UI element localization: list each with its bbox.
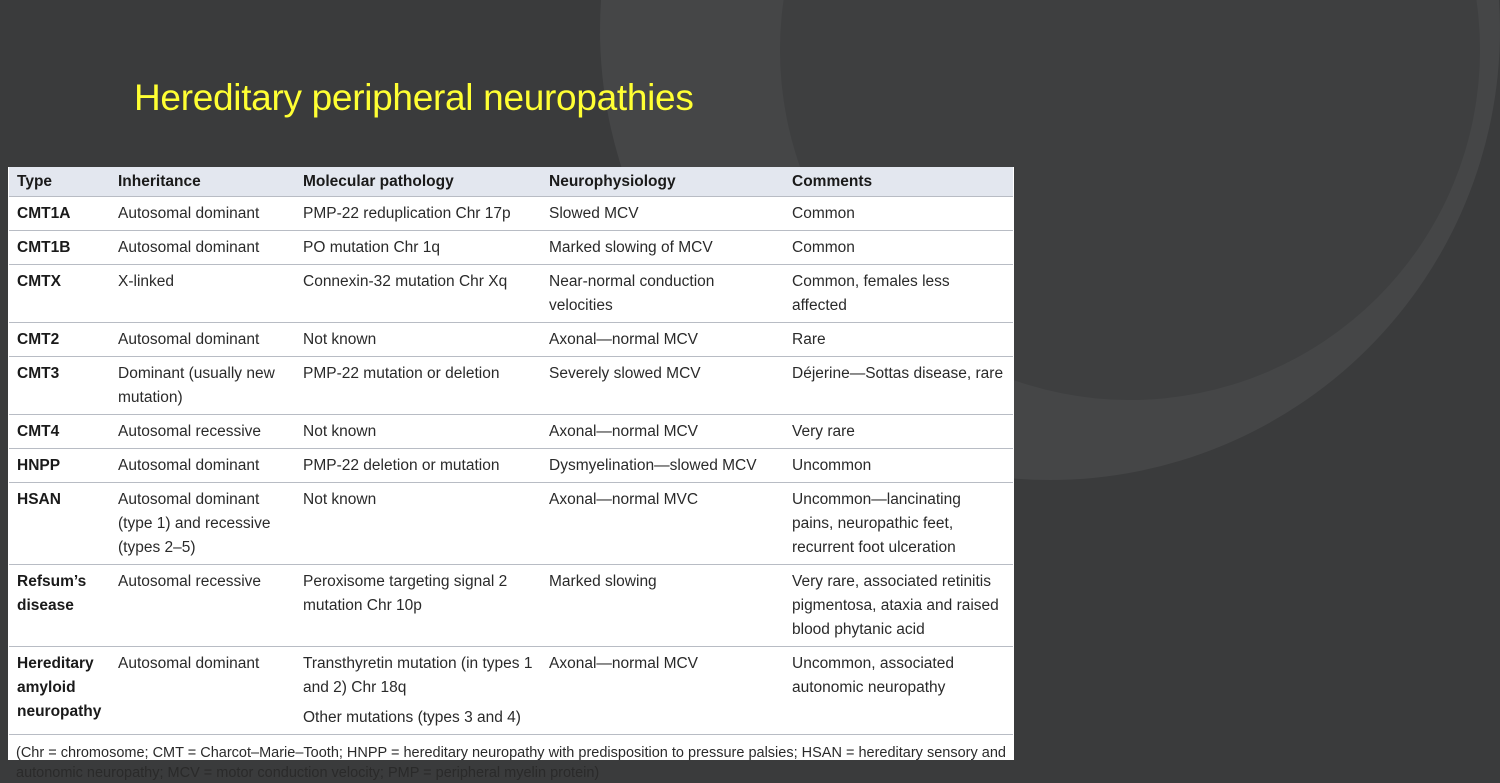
cell-neurophysiology: Axonal—normal MCV <box>541 323 784 357</box>
cell-molecular-pathology-extra: Other mutations (types 3 and 4) <box>303 709 521 726</box>
cell-comments: Common, females less affected <box>784 265 1013 323</box>
cell-comments: Uncommon, associated autonomic neuropathy <box>784 647 1013 735</box>
cell-inheritance: Autosomal dominant <box>110 449 295 483</box>
cell-comments: Uncommon—lancinating pains, neuropathic feet, recurrent foot ulceration <box>784 483 1013 565</box>
cell-comments: Very rare, associated retinitis pigmentosa, ataxia and raised blood phytanic acid <box>784 565 1013 647</box>
cell-molecular-pathology: Not known <box>295 415 541 449</box>
slide-title: Hereditary peripheral neuropathies <box>134 76 694 118</box>
cell-type: Hereditary amyloid neuropathy <box>9 647 110 735</box>
cell-neurophysiology: Axonal—normal MVC <box>541 483 784 565</box>
cell-type: CMTX <box>9 265 110 323</box>
cell-type: Refsum’s disease <box>9 565 110 647</box>
table-row <box>9 415 1013 449</box>
cell-inheritance: Autosomal recessive <box>110 415 295 449</box>
header-molecular-pathology: Molecular pathology <box>295 167 541 197</box>
cell-type: CMT3 <box>9 357 110 415</box>
cell-neurophysiology: Near-normal conduction velocities <box>541 265 784 323</box>
cell-neurophysiology: Severely slowed MCV <box>541 357 784 415</box>
cell-molecular-pathology: Not known <box>295 483 541 565</box>
cell-inheritance: Dominant (usually new mutation) <box>110 357 295 415</box>
cell-molecular-pathology: PMP-22 deletion or mutation <box>295 449 541 483</box>
cell-molecular-pathology: PO mutation Chr 1q <box>295 231 541 265</box>
table-row <box>9 483 1013 565</box>
table-row <box>9 231 1013 265</box>
cell-inheritance: Autosomal dominant <box>110 647 295 735</box>
table-header-row <box>9 167 1013 197</box>
neuropathy-table <box>9 167 1013 735</box>
cell-inheritance: Autosomal dominant (type 1) and recessive (types 2–5) <box>110 483 295 565</box>
table-panel <box>8 167 1014 781</box>
table-row <box>9 647 1013 735</box>
table-row <box>9 357 1013 415</box>
cell-comments: Very rare <box>784 415 1013 449</box>
table-row <box>9 565 1013 647</box>
cell-molecular-pathology: PMP-22 reduplication Chr 17p <box>295 197 541 231</box>
header-comments: Comments <box>784 167 1013 197</box>
cell-molecular-pathology <box>295 647 541 735</box>
cell-neurophysiology: Marked slowing of MCV <box>541 231 784 265</box>
cell-molecular-pathology-main: Transthyretin mutation (in types 1 and 2) Chr 18q <box>303 655 533 696</box>
cell-neurophysiology: Axonal—normal MCV <box>541 647 784 735</box>
cell-comments: Uncommon <box>784 449 1013 483</box>
cell-molecular-pathology: PMP-22 mutation or deletion <box>295 357 541 415</box>
cell-comments: Rare <box>784 323 1013 357</box>
table-row <box>9 197 1013 231</box>
cell-molecular-pathology: Not known <box>295 323 541 357</box>
cell-type: CMT4 <box>9 415 110 449</box>
cell-molecular-pathology: Peroxisome targeting signal 2 mutation Chr 10p <box>295 565 541 647</box>
cell-neurophysiology: Axonal—normal MCV <box>541 415 784 449</box>
cell-type: HNPP <box>9 449 110 483</box>
header-type: Type <box>9 167 110 197</box>
cell-neurophysiology: Marked slowing <box>541 565 784 647</box>
header-neurophysiology: Neurophysiology <box>541 167 784 197</box>
table-row <box>9 449 1013 483</box>
cell-type: CMT2 <box>9 323 110 357</box>
cell-comments: Common <box>784 231 1013 265</box>
cell-type: CMT1A <box>9 197 110 231</box>
table-footnote: (Chr = chromosome; CMT = Charcot–Marie–Tooth; HNPP = hereditary neuropathy with predisposition to pressure palsies; HSAN = hereditary sensory and autonomic neuropathy; MCV = motor conduction velocity; PMP = peripheral myelin protein) <box>16 745 1006 781</box>
cell-inheritance: Autosomal dominant <box>110 197 295 231</box>
table-row <box>9 265 1013 323</box>
cell-inheritance: Autosomal recessive <box>110 565 295 647</box>
cell-comments: Common <box>784 197 1013 231</box>
cell-inheritance: X-linked <box>110 265 295 323</box>
cell-neurophysiology: Slowed MCV <box>541 197 784 231</box>
header-inheritance: Inheritance <box>110 167 295 197</box>
table-row <box>9 323 1013 357</box>
cell-molecular-pathology: Connexin-32 mutation Chr Xq <box>295 265 541 323</box>
cell-neurophysiology: Dysmyelination—slowed MCV <box>541 449 784 483</box>
cell-type: HSAN <box>9 483 110 565</box>
cell-comments: Déjerine—Sottas disease, rare <box>784 357 1013 415</box>
cell-inheritance: Autosomal dominant <box>110 231 295 265</box>
cell-type: CMT1B <box>9 231 110 265</box>
cell-inheritance: Autosomal dominant <box>110 323 295 357</box>
